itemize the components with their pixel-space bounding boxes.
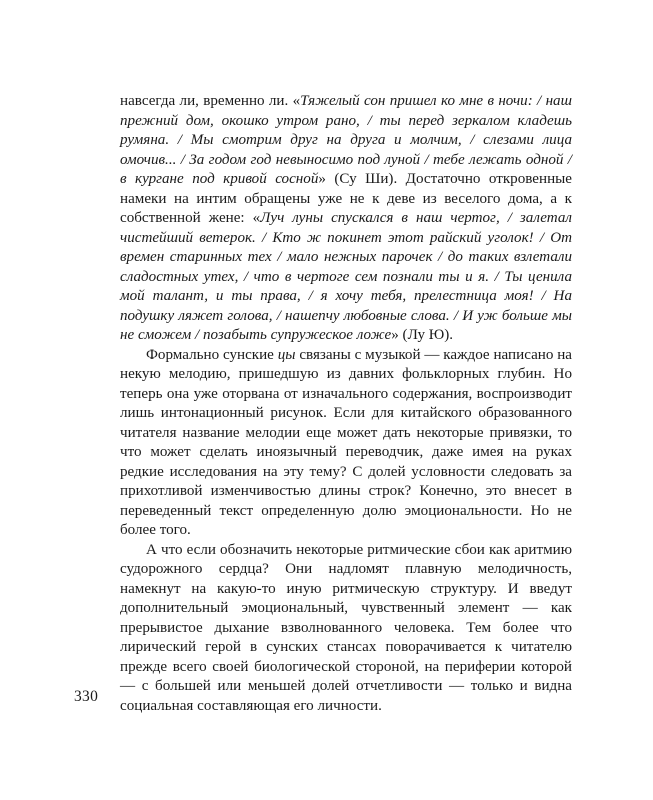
text-run: Формально сунские [146, 346, 278, 363]
paragraph-3 [120, 541, 572, 717]
page-number: 330 [74, 688, 99, 705]
poem-quote-su-shi: Тяжелый сон пришел ко мне в ночи: / наш прежний дом, окошко утром рано, / ты перед зеркалом кладешь румяна. / Мы смотрим друг на друга и молчим, / слезами лица омочив... / За годом год невыносимо под луной / тебе лежать одной / в кургане под кривой сосной [120, 93, 572, 187]
text-run: » (Лу Ю). [391, 327, 454, 343]
text-run: связаны с музыкой — каждое написано на некую мелодию, пришедшую из давних фольклорных глубин. Но теперь она уже оторвана от изначального содержания, воспроизводит лишь интонационный рисунок. Если для китайского образованного читателя название мелодии еще может дать некоторые привязки, то что может сделать иноязычный переводчик, даже имея на руках редкие исследования на эту тему? С долей условности следовать за прихотливой изменчивостью длины строк? Конечно, это внесет в переведенный текст определенную долю эмоциональности. Но не более того. [120, 346, 573, 538]
poem-quote-lu-yu: Луч луны спускался в наш чертог, / залетал чистейший ветерок. / Кто ж покинет этот райский уголок! / От времен старинных тех / мало нежных парочек / до таких взлетали сладостных утех, / что в чертоге сем познали ты и я. / Ты ценила мой талант, и ты права, / я хочу тебя, прелестница моя! / На подушку ляжет голова, / нашепчу любовные слова. / И уж больше мы не сможем / позабыть супружеское ложе [120, 210, 573, 343]
text-run: навсегда ли, временно ли. « [120, 93, 301, 109]
text-run: А что если обозначить некоторые ритмические сбои как аритмию судорожного сердца? Они надломят плавную мелодичность, намекнут на какую-то иную ритмическую структуру. И введут дополнительный эмоциональный, чувственный элемент — как прерывистое дыхание взволнованного человека. Тем более что лирический герой в сунских стансах поворачивается к читателю прежде всего своей биологической стороной, на периферии которой — с большей или меньшей долей отчетливости — только и видна социальная составляющая его личности. [120, 541, 572, 714]
text-run: » (Су Ши). Достаточно откровенные намеки на интим обращены уже не к деве из веселого дома, а к собственной жене: « [120, 171, 572, 226]
paragraph-2 [120, 346, 572, 541]
term-tsy: цы [277, 346, 296, 363]
paragraph-1 [120, 92, 572, 346]
body-text [120, 92, 572, 716]
